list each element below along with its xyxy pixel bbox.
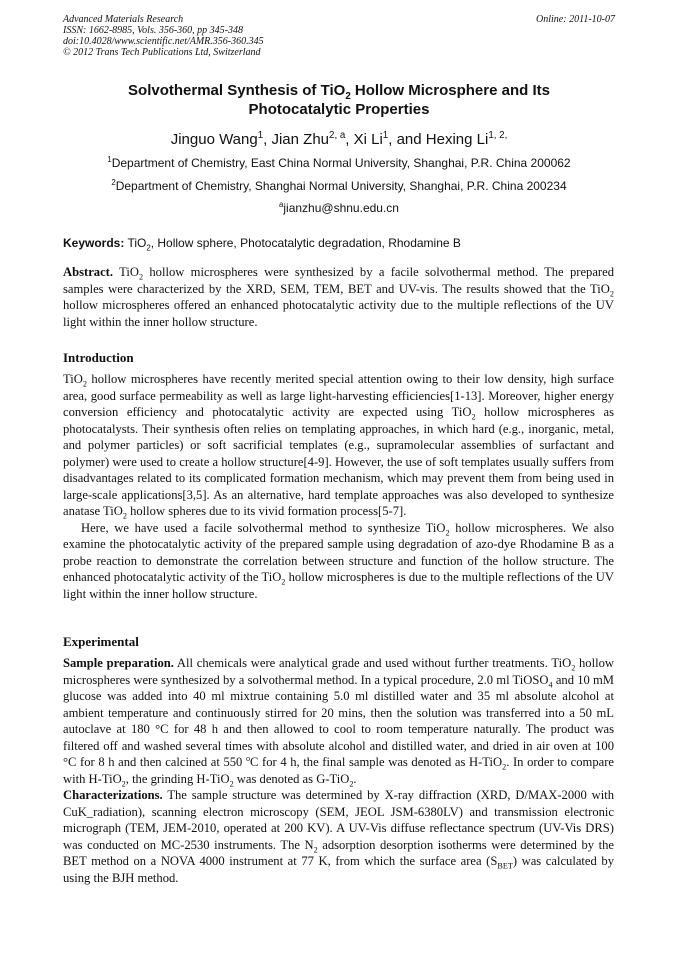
title-subscript: 2 (345, 91, 351, 102)
abstract-text: hollow microspheres were synthesized by a facile solvothermal method. The prepared samples were characterized by the XRD, SEM, TEM, BET and UV-vis. The results showed that the TiO (63, 265, 615, 296)
subscript: 2 (445, 528, 450, 538)
paragraph (63, 787, 614, 886)
email-mark: a (279, 200, 284, 209)
subscript: 2 (471, 412, 476, 422)
paper-title (63, 81, 615, 119)
issn-line: ISSN: 1662-8985, Vols. 356-360, pp 345-348 (63, 25, 243, 36)
subsection-label: Sample preparation. (63, 656, 174, 670)
subscript: 2 (138, 272, 144, 282)
text: Here, we have used a facile solvothermal method to synthesize TiO (81, 520, 446, 535)
text: adsorption desorption isotherms were determined by the BET method on a NOVA 4000 instrument at 77 K, from which the surface area (S (63, 837, 614, 868)
text: C for 4 h, the final sample was denoted as H-TiO (250, 755, 503, 769)
text: . (353, 771, 357, 786)
subsection-label: Characterizations. (63, 788, 163, 802)
section-heading-experimental: Experimental (63, 634, 139, 649)
paragraph (63, 655, 614, 787)
text: The sample structure was determined by X-ray diffraction (XRD, D/MAX-2000 with CuK_radiation), scanning electron microscopy (SEM, JEOL JSM-6380LV) and transmission electronic micrograph (TEM, JEM-2010, operated at 200 KV). A UV-Vis diffuse reflectance spectrum (UV-Vis DRS) was conducted on MC-2530 instruments. The N (63, 788, 614, 852)
text: hollow microspheres were synthesized by a solvothermal method. In a typical procedure, 2.0 ml TiOSO (63, 656, 614, 687)
author-name: Jinguo Wang (170, 131, 258, 148)
affiliation-1 (63, 156, 615, 171)
superscript: o (245, 753, 251, 763)
subscript: 2 (349, 779, 354, 789)
author-name: , Xi Li (345, 131, 383, 148)
subscript: 2 (571, 663, 576, 673)
abstract-text: TiO (113, 265, 139, 279)
affiliation-2 (63, 179, 615, 194)
text: hollow microspheres. We also examine the photocatalytic activity of the prepared sample using degradation of azo-dye Rhodamine B as a probe reaction to demonstrate the correlation between structure and function of the hollow structure. The enhanced photocatalytic activity of the TiO (63, 520, 614, 584)
text: was denoted as G-TiO (233, 771, 350, 786)
text: hollow microspheres have recently merited special attention owing to their low density, high surface area, good surface permeability as well as large light-harvesting efficiencies[1-13]. Moreover, higher energy conversion efficiency and photocatalytic activity are expected using TiO (63, 372, 614, 419)
keywords-label: Keywords: (63, 236, 125, 250)
journal-header (63, 14, 615, 58)
title-text-cont: Hollow Microsphere and Its (350, 82, 550, 99)
text: All chemicals were analytical grade and used without further treatments. TiO (173, 656, 572, 670)
paragraph (63, 371, 614, 520)
author-affil-mark: 2, a (329, 130, 346, 141)
subscript: 2 (122, 511, 127, 521)
text: and 10 mM glucose was added into 40 ml mixtrue containing 5.0 ml distilled water and 35 ml absolute alcohol at ambient temperature and continuously stirred for 20 mins, then the solution was transferred into a 50 mL autoclave at 180 °C for 48 h and then allowed to cool to room temperature naturally. The product was filtered off and washed several times with absolute alcohol and distilled water, and dried in air oven at 100 °C for 8 h and then calcined at 550 (63, 672, 614, 769)
subscript: 2 (502, 762, 507, 772)
subscript: 2 (313, 845, 318, 855)
abstract-label: Abstract. (63, 265, 114, 279)
keywords-text: TiO (124, 236, 147, 250)
text: hollow microspheres is due to the multiple reflections of the UV light within the inner hollow structure. (63, 570, 614, 601)
affil-text: Department of Chemistry, East China Normal University, Shanghai, P.R. China 200062 (111, 156, 571, 170)
section-heading-introduction: Introduction (63, 350, 134, 365)
subscript: 2 (229, 779, 234, 789)
text: , the grinding H-TiO (125, 771, 230, 786)
introduction-body (63, 371, 614, 602)
corresponding-email (63, 201, 615, 216)
subscript: 2 (609, 289, 614, 299)
paragraph (63, 520, 614, 603)
abstract-text: hollow microspheres offered an enhanced photocatalytic activity due to the multiple reflections of the UV light within the inner hollow structure. (63, 298, 614, 329)
text: hollow microspheres as photocatalysts. Their synthesis often relies on templating approaches, in which hard (e.g., inorganic, metal, and polymer particles) or soft sacrificial templates (e.g., supramolecular assemblies of surfactant and polymer) were used to create a hollow structure[4-9]. However, the use of soft templates usually suffers from disadvantages related to its complicated formation mechanism, which may prevent them from being used in large-scale applications[3,5]. As an alternative, hard template approaches was also developed to synthesize anatase TiO (63, 405, 614, 518)
keywords-text-cont: , Hollow sphere, Photocatalytic degradation, Rhodamine B (150, 236, 461, 250)
subscript: BET (497, 861, 513, 871)
email-link[interactable]: jianzhu@shnu.edu.cn (283, 201, 399, 215)
keywords (63, 236, 615, 251)
subscript: 2 (82, 379, 87, 389)
author-name: , and Hexing Li (388, 131, 489, 148)
journal-name: Advanced Materials Research (63, 14, 184, 25)
experimental-body (63, 655, 614, 886)
author-affil-mark: 1 (257, 130, 264, 141)
subscript: 2 (281, 577, 286, 587)
online-date: Online: 2011-10-07 (536, 14, 615, 25)
copyright-line: © 2012 Trans Tech Publications Ltd, Switzerland (63, 47, 261, 58)
title-text: Solvothermal Synthesis of TiO (128, 82, 346, 99)
text: ) was calculated by using the BJH method. (63, 854, 614, 885)
subscript: 4 (548, 680, 553, 690)
author-affil-mark: 1 (382, 130, 389, 141)
text: . In order to compare with H-TiO (63, 755, 614, 786)
abstract (63, 264, 614, 330)
author-list (63, 130, 615, 149)
subscript: 2 (121, 779, 126, 789)
doi-line[interactable]: doi:10.4028/www.scientific.net/AMR.356-360.345 (63, 36, 264, 47)
affil-mark: 2 (111, 178, 116, 187)
affil-mark: 1 (107, 155, 112, 164)
author-name: , Jian Zhu (263, 131, 330, 148)
keywords-subscript: 2 (146, 243, 151, 253)
text: TiO (63, 372, 83, 386)
title-line-2: Photocatalytic Properties (248, 101, 430, 118)
text: hollow spheres due to its vivid formation process[5-7]. (126, 504, 407, 518)
affil-text: Department of Chemistry, Shanghai Normal University, Shanghai, P.R. China 200234 (115, 179, 567, 193)
author-affil-mark: 1, 2, (488, 130, 508, 141)
